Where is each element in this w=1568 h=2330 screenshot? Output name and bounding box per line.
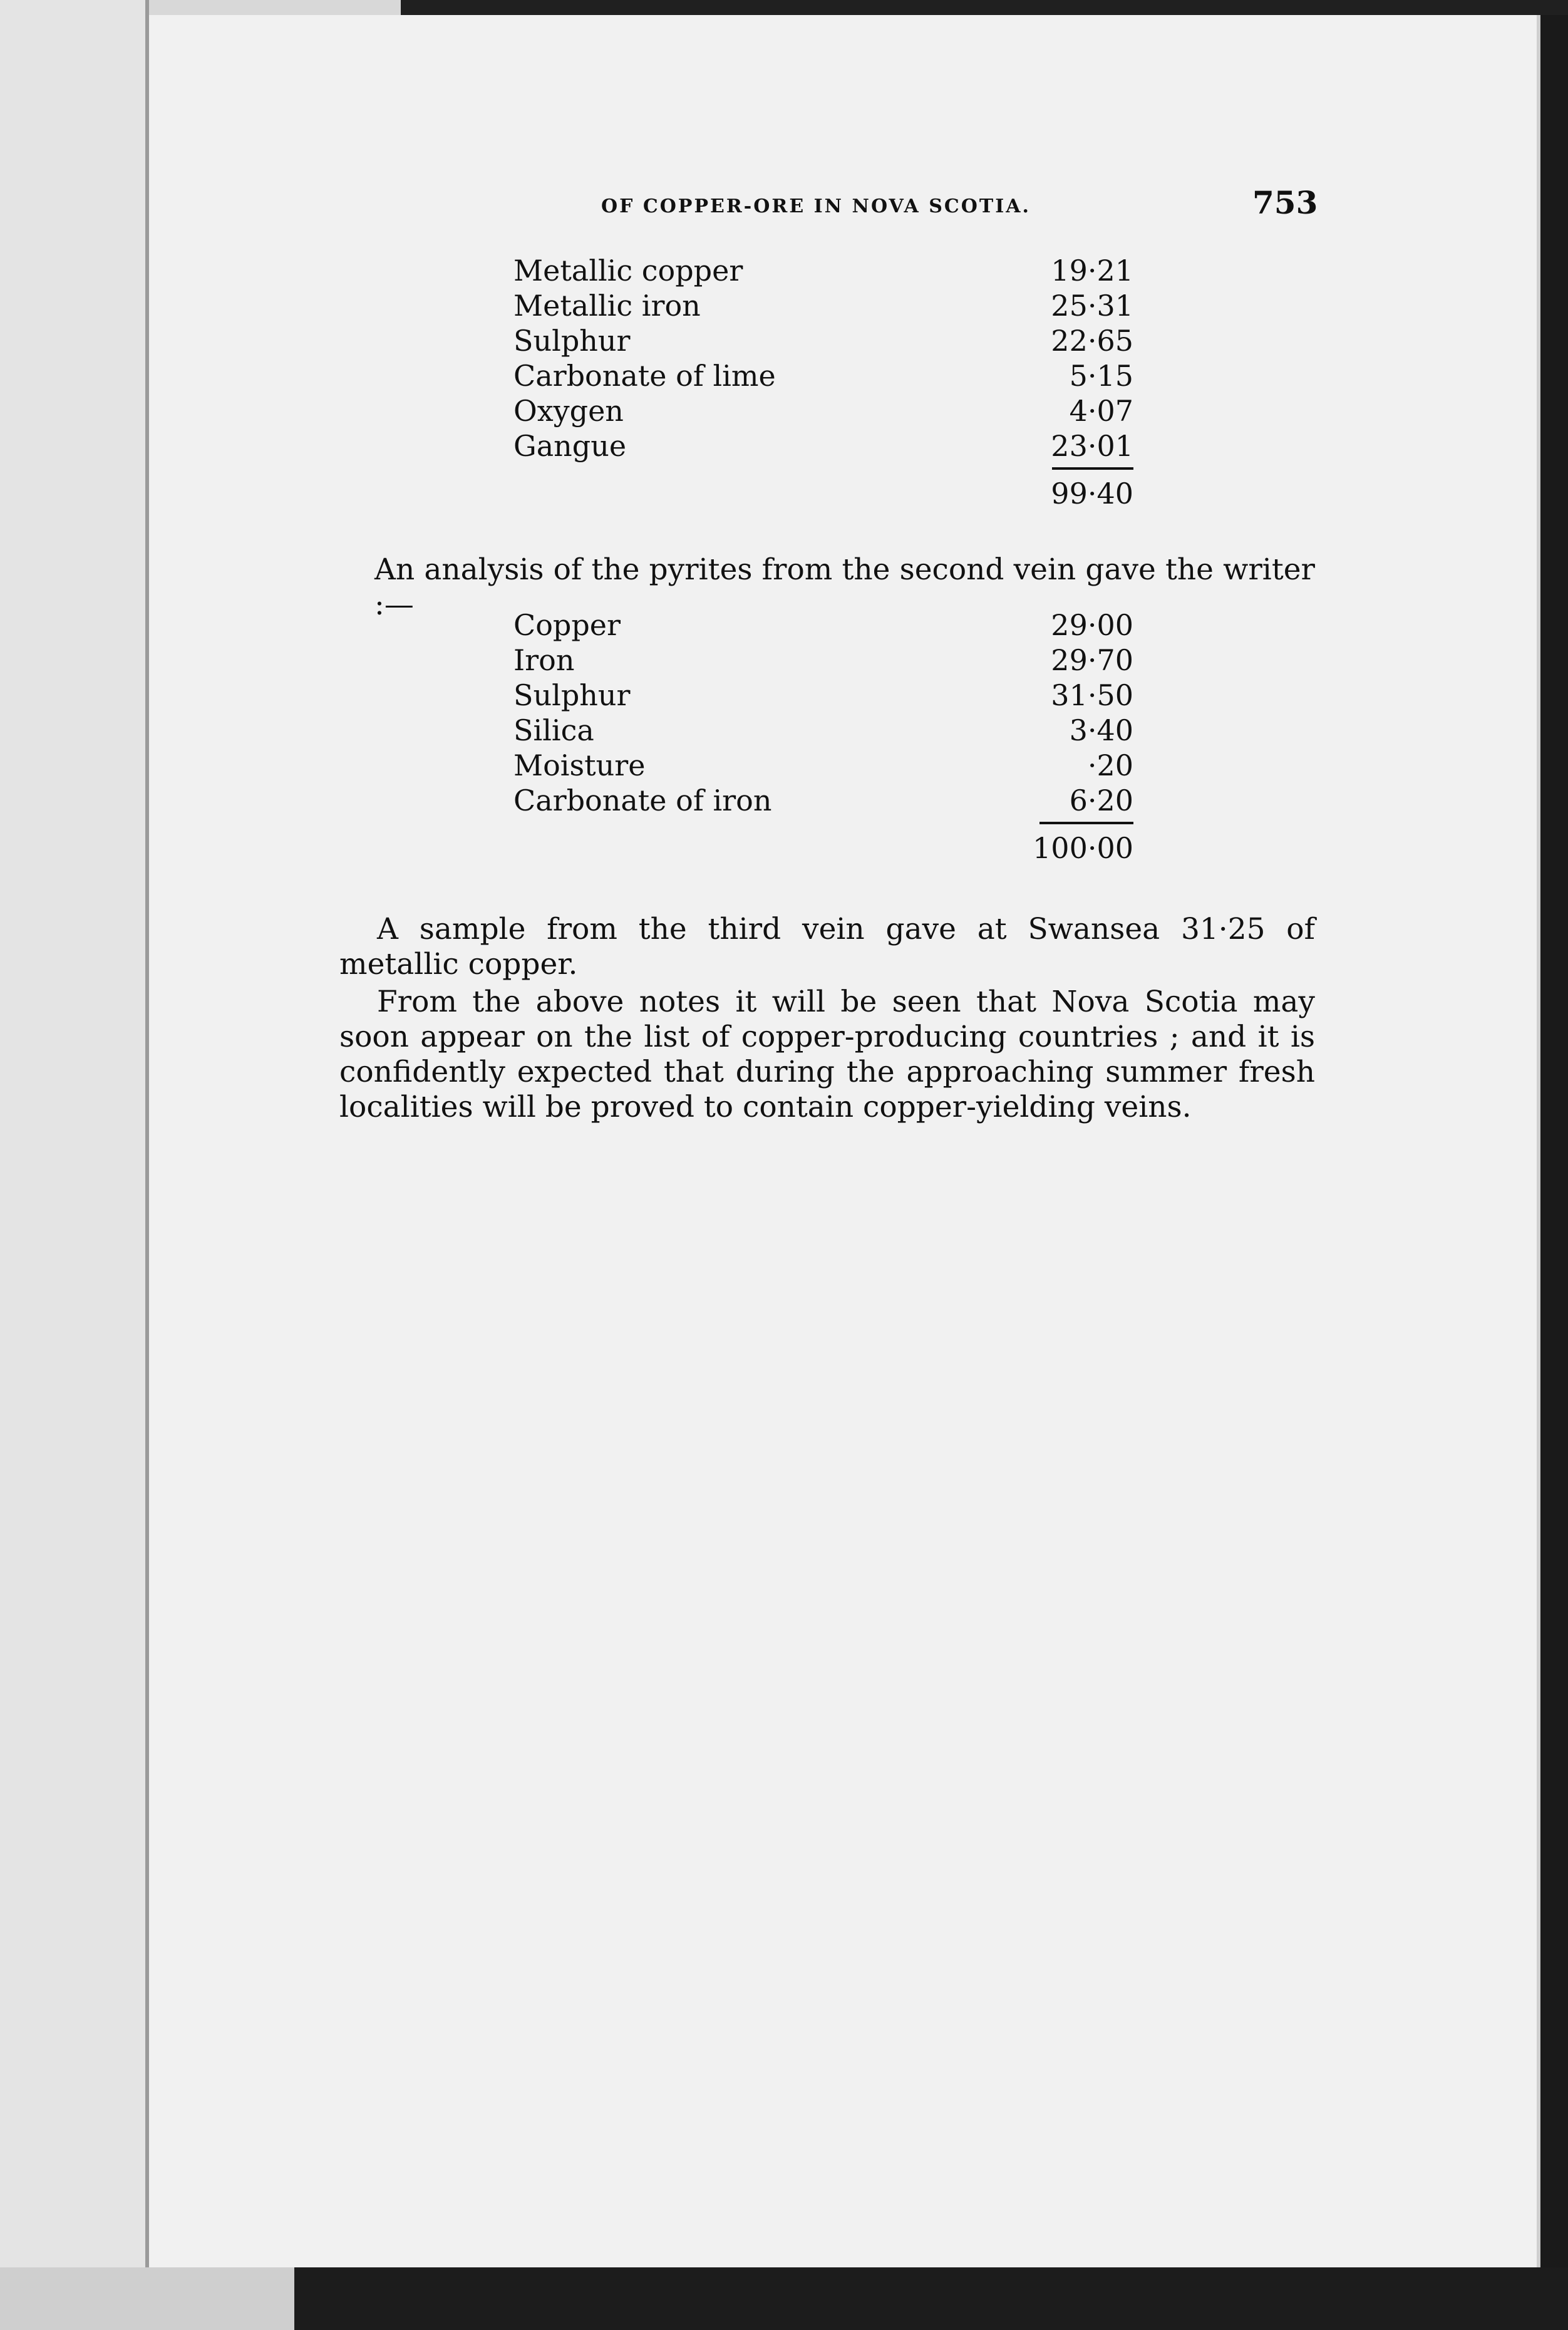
row-label: Moisture — [513, 748, 646, 782]
table-row — [513, 323, 1133, 358]
table-row — [513, 608, 1133, 643]
row-value: 29·70 — [1051, 643, 1133, 677]
analysis-intro: An analysis of the pyrites from the second vein gave the writer :— — [374, 552, 1315, 622]
table-row — [513, 678, 1133, 713]
row-value: 4·07 — [1069, 394, 1133, 428]
table-row — [513, 643, 1133, 678]
table-total-row — [513, 471, 1133, 509]
row-label: Metallic iron — [513, 289, 701, 323]
row-label: Oxygen — [513, 394, 624, 428]
total-value: 99·40 — [1051, 477, 1133, 510]
row-value: 31·50 — [1051, 678, 1133, 712]
running-title: OF COPPER-ORE IN NOVA SCOTIA. — [601, 195, 1031, 217]
analysis-table-two — [513, 608, 1133, 863]
row-value: ·20 — [1087, 748, 1133, 782]
paragraph-swansea-sample: A sample from the third vein gave at Swansea 31·25 of metallic copper. — [339, 912, 1315, 981]
row-value: 25·31 — [1051, 289, 1133, 323]
sum-rule — [1039, 822, 1133, 824]
table-row — [513, 783, 1133, 818]
table-row — [513, 393, 1133, 428]
row-label: Iron — [513, 643, 575, 677]
row-label: Silica — [513, 713, 594, 747]
row-label: Carbonate of iron — [513, 784, 772, 817]
page-number: 753 — [1252, 184, 1318, 221]
row-value: 22·65 — [1051, 324, 1133, 358]
row-label: Sulphur — [513, 678, 631, 712]
table-row — [513, 253, 1133, 288]
facing-page-edge — [0, 0, 149, 2330]
table-row — [513, 288, 1133, 323]
row-label: Gangue — [513, 429, 627, 463]
analysis-table-one — [513, 253, 1133, 509]
total-value: 100·00 — [1033, 831, 1133, 865]
table-total-row — [513, 826, 1133, 863]
row-label: Carbonate of lime — [513, 359, 776, 393]
row-value: 5·15 — [1069, 359, 1133, 393]
row-value: 19·21 — [1051, 254, 1133, 287]
row-label: Metallic copper — [513, 254, 743, 287]
row-value: 29·00 — [1051, 608, 1133, 642]
paragraph-conclusion: From the above notes it will be seen that Nova Scotia may soon appear on the list of copper-producing countries ; and it is confidently expected that during the approaching summer fresh localities will be proved to contain copper-yielding veins. — [339, 985, 1315, 1124]
row-label: Copper — [513, 608, 621, 642]
table-row — [513, 713, 1133, 748]
row-label: Sulphur — [513, 324, 631, 358]
table-row — [513, 428, 1133, 463]
row-value: 3·40 — [1069, 713, 1133, 747]
table-row — [513, 358, 1133, 393]
row-value: 6·20 — [1069, 784, 1133, 817]
scan-bottom-tab — [0, 2267, 294, 2330]
table-row — [513, 748, 1133, 783]
sum-rule — [1052, 467, 1133, 470]
row-value: 23·01 — [1051, 429, 1133, 463]
